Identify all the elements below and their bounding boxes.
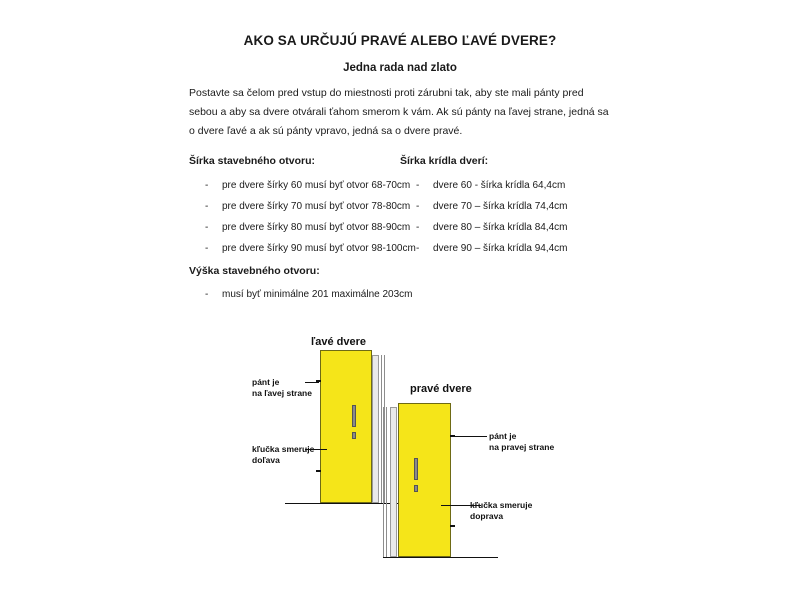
label-handle-right-line2: doprava: [470, 511, 504, 521]
list-opening-width: [205, 175, 415, 259]
frame-line-left-b: [384, 355, 385, 503]
page-title: AKO SA URČUJÚ PRAVÉ ALEBO ĽAVÉ DVERE?: [243, 33, 557, 48]
list-item: - dvere 60 - šírka krídla 64,4cm: [416, 175, 636, 196]
section-heading-opening-width: Šírka stavebného otvoru:: [189, 155, 316, 167]
label-handle-right-line1: kľučka smeruje: [470, 500, 533, 510]
list-item: - musí byť minimálne 201 maximálne 203cm: [205, 284, 525, 305]
door-panel-left: [320, 350, 372, 503]
door-handle-right: [414, 458, 418, 480]
door-panel-right: [398, 403, 451, 557]
list-item: - dvere 90 – šírka krídla 94,4cm: [416, 238, 636, 259]
list-item: - dvere 70 – šírka krídla 74,4cm: [416, 196, 636, 217]
label-hinge-right-line2: na pravej strane: [489, 442, 555, 452]
list-wing-width: [416, 175, 636, 259]
frame-line-left-a: [381, 355, 382, 503]
label-handle-left-line2: doľava: [252, 455, 280, 465]
frame-line-right-a: [386, 407, 387, 557]
label-hinge-left: [252, 377, 312, 399]
leader-line-hinge-right: [453, 436, 487, 437]
label-hinge-right: [489, 431, 554, 453]
door-frame-right-assembly: [390, 407, 397, 557]
label-hinge-left-line1: pánt je: [252, 377, 280, 387]
list-item: - pre dvere šírky 70 musí byť otvor 78-80cm: [205, 196, 415, 217]
list-item: - pre dvere šírky 60 musí byť otvor 68-70cm: [205, 175, 415, 196]
section-heading-opening-height: Výška stavebného otvoru:: [189, 265, 320, 277]
list-item: - pre dvere šírky 80 musí byť otvor 88-90cm: [205, 217, 415, 238]
label-hinge-left-line2: na ľavej strane: [252, 388, 312, 398]
section-heading-wing-width: Šírka krídla dverí:: [400, 155, 489, 167]
frame-line-right-b: [383, 407, 384, 557]
list-item: - dvere 80 – šírka krídla 84,4cm: [416, 217, 636, 238]
floor-line-right: [383, 557, 498, 558]
list-opening-height: [205, 284, 525, 305]
door-orientation-diagram: [0, 325, 800, 575]
door-lock-left: [352, 432, 356, 439]
hinge-mark-left-bottom: [316, 470, 321, 472]
label-handle-left-line1: kľučka smeruje: [252, 444, 315, 454]
label-handle-right: [470, 500, 532, 522]
label-hinge-right-line1: pánt je: [489, 431, 517, 441]
intro-paragraph: Postavte sa čelom pred vstup do miestnosti proti zárubni tak, aby ste mali pánty pred sebou a aby sa dvere otvárali ťahom smerom k vám. Ak sú pánty na ľavej strane, jedná sa o dvere ľavé a ak sú pánty vpravo, jedná sa o dvere pravé.: [189, 87, 609, 137]
list-item: - pre dvere šírky 90 musí byť otvor 98-100cm: [205, 238, 415, 259]
door-handle-left: [352, 405, 356, 427]
diagram-title-left-door: ľavé dvere: [311, 336, 366, 348]
label-handle-left: [252, 444, 314, 466]
floor-line-left: [285, 503, 398, 504]
door-frame-left-assembly: [372, 355, 379, 503]
hinge-mark-right-bottom: [450, 525, 455, 527]
diagram-title-right-door: pravé dvere: [410, 383, 472, 395]
page-subtitle: Jedna rada nad zlato: [343, 62, 457, 74]
door-lock-right: [414, 485, 418, 492]
